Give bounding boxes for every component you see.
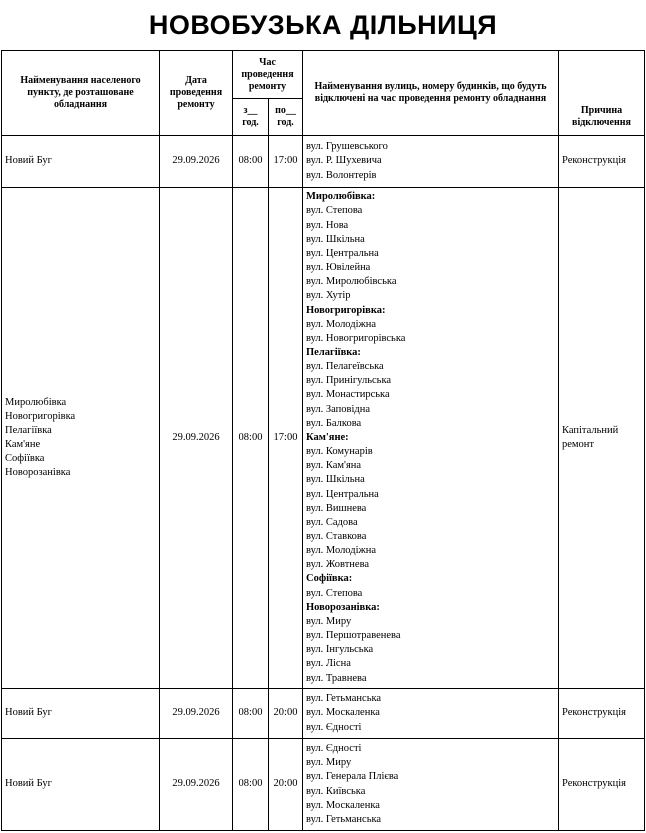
streets-cell [303, 689, 559, 739]
streets-cell [303, 136, 559, 188]
header-time-to: по__ год. [269, 99, 303, 136]
street-item: вул. Пелагеївська [306, 361, 384, 373]
date-cell: 29.09.2026 [160, 136, 233, 188]
header-date: Дата проведення ремонту [160, 51, 233, 136]
street-item: вул. Гетьманська [306, 813, 382, 825]
settlement-cell [2, 739, 160, 831]
settlement-name: Новий Буг [5, 707, 52, 719]
village-group-heading: Пелагіївка: [306, 346, 361, 358]
village-group-heading: Софіївка: [306, 573, 353, 585]
street-item: вул. Хутір [306, 290, 351, 302]
settlement-name: Новорозанівка [5, 467, 71, 479]
street-item: вул. Кам'яна [306, 460, 362, 472]
street-item: вул. Вишнева [306, 502, 367, 514]
settlement-cell [2, 689, 160, 739]
settlement-name: Софіївка [5, 453, 45, 465]
time-to-cell: 20:00 [269, 689, 303, 739]
street-item: вул. Москаленка [306, 707, 380, 719]
table-row [2, 689, 645, 739]
table-row [2, 188, 645, 689]
settlement-name: Новий Буг [5, 778, 52, 790]
time-from-cell: 08:00 [233, 188, 269, 689]
street-item: вул. Степова [306, 205, 363, 217]
street-item: вул. Волонтерів [306, 169, 377, 181]
reason-cell: Реконструкція [559, 136, 645, 188]
street-item: вул. Р. Шухевича [306, 155, 382, 167]
street-item: вул. Миру [306, 615, 352, 627]
street-item: вул. Новогригорівська [306, 332, 406, 344]
header-blank [559, 51, 645, 99]
street-item: вул. Шкільна [306, 233, 365, 245]
street-item: вул. Заповідна [306, 403, 371, 415]
street-item: вул. Москаленка [306, 799, 380, 811]
settlement-name: Новогригорівка [5, 410, 76, 422]
streets-cell [303, 739, 559, 831]
table-row [2, 136, 645, 188]
reason-cell: Реконструкція [559, 739, 645, 831]
street-item: вул. Степова [306, 587, 363, 599]
street-item: вул. Балкова [306, 417, 362, 429]
street-item: вул. Центральна [306, 247, 379, 259]
street-item: вул. Київська [306, 785, 366, 797]
header-settlement: Найменування населеного пункту, де розташоване обладнання [2, 51, 160, 136]
street-item: вул. Лісна [306, 658, 351, 670]
street-item: вул. Комунарів [306, 446, 373, 458]
village-group-heading: Новогригорівка: [306, 304, 386, 316]
settlement-name: Новий Буг [5, 155, 52, 167]
street-item: вул. Монастирська [306, 389, 390, 401]
street-item: вул. Інгульська [306, 644, 374, 656]
street-item: вул. Генерала Плієва [306, 771, 399, 783]
street-item: вул. Принігульська [306, 375, 392, 387]
street-item: вул. Ювілейна [306, 262, 371, 274]
table-row [2, 739, 645, 831]
time-to-cell: 17:00 [269, 136, 303, 188]
village-group-heading: Новорозанівка: [306, 601, 380, 613]
street-item: вул. Шкільна [306, 474, 365, 486]
street-item: вул. Молодіжна [306, 318, 377, 330]
reason-cell: Реконструкція [559, 689, 645, 739]
time-to-cell: 17:00 [269, 188, 303, 689]
village-group-heading: Кам'яне: [306, 431, 349, 443]
street-item: вул. Садова [306, 516, 358, 528]
street-item: вул. Миру [306, 757, 352, 769]
reason-cell: Капітальний ремонт [559, 188, 645, 689]
village-group-heading: Миролюбівка: [306, 191, 376, 203]
time-from-cell: 08:00 [233, 689, 269, 739]
outage-schedule-table [1, 50, 645, 831]
settlement-name: Миролюбівка [5, 396, 67, 408]
streets-cell [303, 188, 559, 689]
street-item: вул. Нова [306, 219, 349, 231]
street-item: вул. Миролюбівська [306, 276, 397, 288]
settlement-cell [2, 188, 160, 689]
time-from-cell: 08:00 [233, 136, 269, 188]
date-cell: 29.09.2026 [160, 188, 233, 689]
settlement-cell [2, 136, 160, 188]
header-streets: Найменування вулиць, номеру будинків, що будуть відключені на час проведення ремонту обладнання [303, 51, 559, 136]
street-item: вул. Жовтнева [306, 559, 370, 571]
street-item: вул. Центральна [306, 488, 379, 500]
header-time: Час проведення ремонту [233, 51, 303, 99]
street-item: вул. Єдності [306, 721, 362, 733]
street-item: вул. Єдності [306, 743, 362, 755]
street-item: вул. Грушевського [306, 141, 388, 153]
time-to-cell: 20:00 [269, 739, 303, 831]
street-item: вул. Травнева [306, 672, 367, 684]
header-reason: Причина відключення [559, 99, 645, 136]
settlement-name: Кам'яне [5, 439, 41, 450]
header-time-from: з__ год. [233, 99, 269, 136]
page-title: НОВОБУЗЬКА ДІЛЬНИЦЯ [148, 10, 498, 40]
time-from-cell: 08:00 [233, 739, 269, 831]
street-item: вул. Ставкова [306, 531, 367, 543]
street-item: вул. Першотравенева [306, 630, 401, 642]
settlement-name: Пелагіївка [5, 424, 52, 436]
street-item: вул. Гетьманська [306, 693, 382, 705]
street-item: вул. Молодіжна [306, 545, 377, 557]
date-cell: 29.09.2026 [160, 689, 233, 739]
date-cell: 29.09.2026 [160, 739, 233, 831]
